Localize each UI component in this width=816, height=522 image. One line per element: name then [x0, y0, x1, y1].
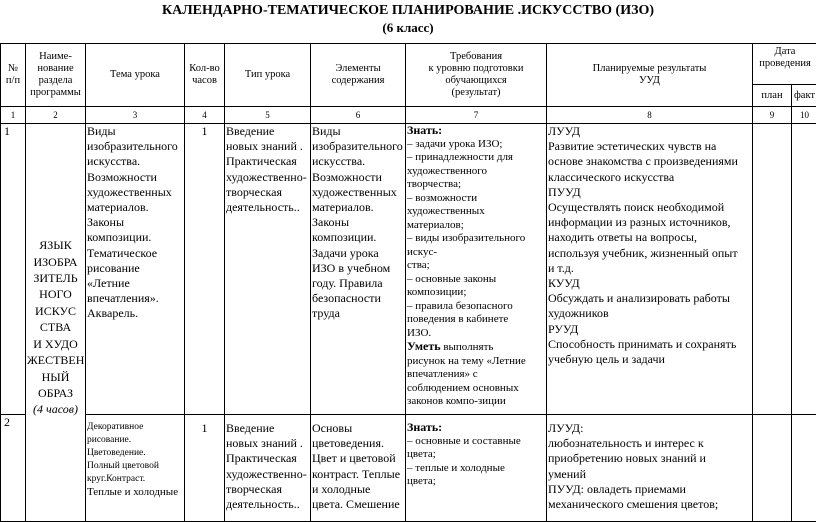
text-line: – теплые и холодные: [407, 462, 545, 476]
table-row: [1, 124, 816, 415]
requirements: [406, 415, 547, 522]
text-line: учебную цель и задачи: [548, 352, 751, 367]
text-line: обучающихся: [407, 75, 545, 87]
text-line: приобретению новых знаний и: [548, 451, 751, 466]
text-line: году. Правила: [312, 276, 404, 291]
text-line: – виды изобразительного: [407, 232, 545, 246]
text-line: творческая: [226, 482, 309, 497]
col-header-results: [547, 44, 753, 107]
text-line: СТВА: [27, 319, 84, 335]
text-line: Способность принимать и сохранять: [548, 337, 751, 352]
text-line: искусства.: [312, 154, 404, 169]
text-line: ИЗО.: [407, 327, 545, 341]
lesson-topic: [86, 415, 185, 522]
col-number: 3: [86, 107, 185, 124]
col-header-topic: Тема урока: [86, 44, 185, 107]
col-header-date: Дата проведения: [753, 44, 816, 85]
col-header-num: [1, 44, 26, 107]
text-line: Кол-во: [186, 63, 223, 75]
text-line: механического смешения цветов;: [548, 497, 751, 512]
page-subtitle: (6 класс): [0, 20, 816, 36]
col-number: 5: [225, 107, 311, 124]
text-line: ЛУУД: [548, 124, 751, 139]
text-line: изобразительного: [312, 139, 404, 154]
row-number: 2: [1, 415, 26, 522]
col-header-plan: план: [753, 85, 792, 107]
content-elements: [311, 415, 406, 522]
text-line: рисунок на тему «Летние: [407, 355, 545, 369]
text-line: – задачи урока ИЗО;: [407, 138, 545, 152]
row-number: 1: [1, 124, 26, 415]
text-line: Законы: [87, 215, 183, 230]
lesson-topic: [86, 124, 185, 415]
text-line: содержания: [312, 75, 404, 87]
text-line: ОБРАЗ: [27, 385, 84, 401]
text-line: Практическая: [226, 154, 309, 169]
text-line: №: [2, 63, 24, 75]
text-line: ИСКУС: [27, 303, 84, 319]
section-hours: (4 часов): [27, 401, 84, 417]
text-line: художников: [548, 306, 751, 321]
table-row: [1, 415, 816, 522]
text-line: НЫЙ: [27, 369, 84, 385]
text-line: классического искусства: [548, 170, 751, 185]
text-line: творческая: [226, 185, 309, 200]
text-line: Задачи урока: [312, 246, 404, 261]
col-header-requirements: [406, 44, 547, 107]
col-number: 2: [26, 107, 86, 124]
text-line: безопасности: [312, 291, 404, 306]
text-line: и холодные: [312, 482, 404, 497]
text-line: ства;: [407, 259, 545, 273]
text-line: ЯЗЫК: [27, 237, 84, 253]
lesson-type: [225, 415, 311, 522]
text-line: Тематическое: [87, 246, 183, 261]
lesson-hours: 1: [185, 415, 225, 522]
text-line: ПУУД: овладеть приемами: [548, 482, 751, 497]
text-line: цвета. Смешение: [312, 497, 404, 512]
text-line: искусства.: [87, 154, 183, 169]
col-number: 10: [792, 107, 816, 124]
text-line: композиции;: [407, 286, 545, 300]
text-line: Планируемые результаты: [548, 63, 751, 75]
text-line: – основные законы: [407, 273, 545, 287]
text-line: впечатления».: [87, 291, 183, 306]
text-line: материалов;: [407, 219, 545, 233]
text-line: Наиме-: [27, 51, 84, 63]
text-line: Обсуждать и анализировать работы: [548, 291, 751, 306]
text-line: искус-: [407, 246, 545, 260]
col-header-section: [26, 44, 86, 107]
text-line: художественных: [312, 185, 404, 200]
text-line: – принадлежности для: [407, 151, 545, 165]
text-line: основе знакомства с произведениями: [548, 154, 751, 169]
text-line: умений: [548, 467, 751, 482]
date-plan: [753, 124, 792, 415]
text-line: – правила безопасного: [407, 300, 545, 314]
planned-results: [547, 415, 753, 522]
lesson-type: [225, 124, 311, 415]
text-line: Возможности: [87, 170, 183, 185]
requirements: [406, 124, 547, 415]
text-line: к уровню подготовки: [407, 63, 545, 75]
know-label: Знать:: [407, 421, 545, 435]
text-line: Развитие эстетических чувств на: [548, 139, 751, 154]
text-line: цветоведения.: [312, 436, 404, 451]
text-line: раздела: [27, 75, 84, 87]
text-line: ЖЕСТВЕН: [27, 352, 84, 368]
text-line: художественных: [87, 185, 183, 200]
text-line: художественного: [407, 165, 545, 179]
text-line: творчества;: [407, 178, 545, 192]
text-line: Введение: [226, 124, 309, 139]
text-line: соблюдением основных: [407, 382, 545, 396]
text-line: рисование: [87, 261, 183, 276]
text-line: ПУУД: [548, 185, 751, 200]
text-line: ИЗО в учебном: [312, 261, 404, 276]
text-line: деятельность..: [226, 497, 309, 512]
text-line: Акварель.: [87, 306, 183, 321]
text-line: УУД: [548, 75, 751, 87]
text-line: информации из разных источников,: [548, 215, 751, 230]
text-line: Возможности: [312, 170, 404, 185]
text-line: Полный цветовой: [87, 460, 183, 473]
col-header-hours: [185, 44, 225, 107]
text-line: нование: [27, 63, 84, 75]
text-line: Виды: [87, 124, 183, 139]
text-line: Законы: [312, 215, 404, 230]
text-line: и т.д.: [548, 261, 751, 276]
col-number: 8: [547, 107, 753, 124]
lesson-hours: 1: [185, 124, 225, 415]
text-line: ЗИТЕЛЬ: [27, 270, 84, 286]
text-line: впечатления» с: [407, 368, 545, 382]
text-line: Декоративное: [87, 421, 183, 434]
text-line: материалов.: [87, 200, 183, 215]
text-line: Цветоведение.: [87, 447, 183, 460]
text-line: законов компо-зиции: [407, 395, 545, 409]
col-header-fact: факт: [792, 85, 816, 107]
know-label: Знать:: [407, 124, 545, 138]
text-line: Цвет и цветовой: [312, 451, 404, 466]
page-title: КАЛЕНДАРНО-ТЕМАТИЧЕСКОЕ ПЛАНИРОВАНИЕ .ИСКУССТВО (ИЗО): [0, 2, 816, 20]
text-line: РУУД: [548, 322, 751, 337]
text-line: труда: [312, 306, 404, 321]
text-line: программы: [27, 87, 84, 99]
text-line: новых знаний .: [226, 139, 309, 154]
can-label: Уметь: [407, 339, 441, 353]
date-fact: [792, 415, 816, 522]
text-line: Введение: [226, 421, 309, 436]
planning-table: [0, 43, 816, 522]
planned-results: [547, 124, 753, 415]
text-line: часов: [186, 75, 223, 87]
section-name: [26, 124, 86, 522]
text-line: художественных: [407, 205, 545, 219]
text-line: находить ответы на вопросы,: [548, 230, 751, 245]
col-number: 7: [406, 107, 547, 124]
text-line: «Летние: [87, 276, 183, 291]
text-line: Практическая: [226, 451, 309, 466]
text-line: любознательность и интерес к: [548, 436, 751, 451]
text-line: художественно-: [226, 170, 309, 185]
col-number: 4: [185, 107, 225, 124]
text-line: используя учебник, жизненный опыт: [548, 246, 751, 261]
text-line: цвета;: [407, 448, 545, 462]
text-line: контраст. Теплые: [312, 467, 404, 482]
text-line: КУУД: [548, 276, 751, 291]
text-line: материалов.: [312, 200, 404, 215]
text-line: – основные и составные: [407, 435, 545, 449]
date-fact: [792, 124, 816, 415]
date-plan: [753, 415, 792, 522]
text-line: деятельность..: [226, 200, 309, 215]
text-line: рисование.: [87, 434, 183, 447]
text-line: И ХУДО: [27, 336, 84, 352]
text-line: художественно-: [226, 467, 309, 482]
text-line: новых знаний .: [226, 436, 309, 451]
text-line: композиции.: [312, 230, 404, 245]
text-line: Требования: [407, 51, 545, 63]
col-header-type: Тип урока: [225, 44, 311, 107]
text-line: Элементы: [312, 63, 404, 75]
text-line: Виды: [312, 124, 404, 139]
col-number: 6: [311, 107, 406, 124]
can-text: выполнять: [441, 341, 494, 353]
text-line: изобразительного: [87, 139, 183, 154]
text-line: поведения в кабинете: [407, 313, 545, 327]
col-number: 1: [1, 107, 26, 124]
col-header-elements: [311, 44, 406, 107]
text-line: Осуществлять поиск необходимой: [548, 200, 751, 215]
content-elements: [311, 124, 406, 415]
text-line: (результат): [407, 87, 545, 99]
col-number: 9: [753, 107, 792, 124]
text-line: Основы: [312, 421, 404, 436]
text-line: ИЗОБРА: [27, 254, 84, 270]
lesson-topic-tail: Теплые и холодные: [87, 486, 183, 499]
text-line: круг.Контраст.: [87, 473, 183, 486]
text-line: п/п: [2, 75, 24, 87]
text-line: НОГО: [27, 286, 84, 302]
text-line: композиции.: [87, 230, 183, 245]
text-line: цвета;: [407, 475, 545, 489]
text-line: ЛУУД:: [548, 421, 751, 436]
text-line: – возможности: [407, 192, 545, 206]
